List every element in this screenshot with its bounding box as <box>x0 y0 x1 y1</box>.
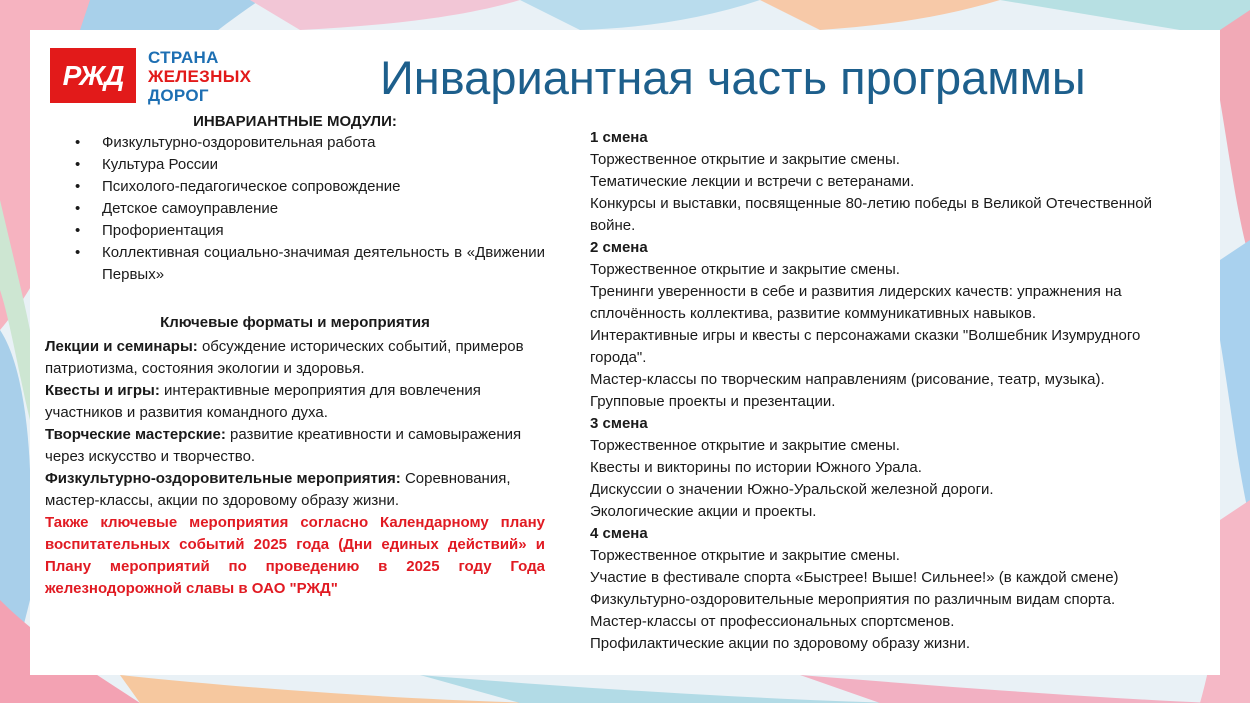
format-label: Творческие мастерские: <box>45 426 226 443</box>
shift-item: Групповые проекты и презентации. <box>590 393 836 410</box>
modules-heading: ИНВАРИАНТНЫЕ МОДУЛИ: <box>193 113 397 130</box>
spacer <box>45 286 545 310</box>
shift-block <box>590 413 1190 523</box>
bullet: • <box>75 178 81 195</box>
shift-item: Физкультурно-оздоровительные мероприятия по различным видам спорта. <box>590 591 1116 608</box>
shift-title: 3 смена <box>590 415 648 432</box>
list-item: • Психолого-педагогическое сопровождение <box>45 176 545 198</box>
shift-item: Торжественное открытие и закрытие смены. <box>590 547 900 564</box>
rzd-logo <box>50 48 260 106</box>
formats-heading: Ключевые форматы и мероприятия <box>160 314 430 331</box>
shift-block <box>590 127 1190 237</box>
rzd-logo-mark: РЖД <box>50 48 136 103</box>
format-text: обсуждение исторических событий, примеров патриотизма, состояния экологии и здоровья. <box>45 338 524 377</box>
format-text: Соревнования, мастер-классы, акции по здоровому образу жизни. <box>45 470 511 509</box>
list-item: • Детское самоуправление <box>45 198 545 220</box>
bullet: • <box>75 200 81 217</box>
shift-item: Тематические лекции и встречи с ветеранами. <box>590 173 915 190</box>
shift-item: Конкурсы и выставки, посвященные 80-летию победы в Великой Отечественной войне. <box>590 195 1153 234</box>
format-item <box>45 468 545 512</box>
shift-item: Квесты и викторины по истории Южного Урала. <box>590 459 922 476</box>
logo-line: ДОРОГ <box>148 86 209 105</box>
shift-title: 4 смена <box>590 525 648 542</box>
logo-line: СТРАНА <box>148 48 219 67</box>
shift-item: Торжественное открытие и закрытие смены. <box>590 261 900 278</box>
shift-item: Интерактивные игры и квесты с персонажами сказки "Волшебник Изумрудного города". <box>590 327 1141 366</box>
shift-item: Экологические акции и проекты. <box>590 503 817 520</box>
slide-title: Инвариантная часть программы <box>380 51 1086 104</box>
format-item <box>45 336 545 380</box>
formats-list <box>45 336 545 512</box>
shift-item: Дискуссии о значении Южно-Уральской железной дороги. <box>590 481 994 498</box>
modules-list <box>45 132 545 286</box>
shift-block <box>590 523 1190 655</box>
logo-line: ЖЕЛЕЗНЫХ <box>148 67 252 86</box>
shifts-column <box>590 127 1190 655</box>
format-label: Физкультурно-оздоровительные мероприятия: <box>45 470 401 487</box>
format-label: Квесты и игры: <box>45 382 160 399</box>
bullet: • <box>75 222 81 239</box>
logo-wordmark <box>148 48 263 105</box>
shift-item: Участие в фестивале спорта «Быстрее! Выше! Сильнее!» (в каждой смене) <box>590 569 1119 586</box>
shift-item: Торжественное открытие и закрытие смены. <box>590 437 900 454</box>
shift-item: Профилактические акции по здоровому образу жизни. <box>590 635 970 652</box>
bullet: • <box>75 156 81 173</box>
left-column <box>45 111 545 600</box>
shift-item: Тренинги уверенности в себе и развития лидерских качеств: упражнения на сплочённость коллектива, развитие коммуникативных навыков. <box>590 283 1122 322</box>
list-item: • Коллективная социально-значимая деятельность в «Движении Первых» <box>75 244 545 283</box>
format-label: Лекции и семинары: <box>45 338 198 355</box>
calendar-note: Также ключевые мероприятия согласно Календарному плану воспитательных событий 2025 года (Дни единых действий» и Плану мероприятий по проведению в 2025 году Года железнодорожной славы в ОАО "РЖД" <box>45 514 545 597</box>
shift-title: 1 смена <box>590 129 648 146</box>
bullet: • <box>75 134 81 151</box>
format-text: интерактивные мероприятия для вовлечения участников и развития командного духа. <box>45 382 481 421</box>
shift-item: Мастер-классы от профессиональных спортсменов. <box>590 613 955 630</box>
shift-item: Торжественное открытие и закрытие смены. <box>590 151 900 168</box>
shift-title: 2 смена <box>590 239 648 256</box>
list-item: • Культура России <box>45 154 545 176</box>
format-text: развитие креативности и самовыражения через искусство и творчество. <box>45 426 522 465</box>
list-item: • Физкультурно-оздоровительная работа <box>45 132 545 154</box>
shift-block <box>590 237 1190 413</box>
shift-item: Мастер-классы по творческим направлениям (рисование, театр, музыка). <box>590 371 1105 388</box>
bullet: • <box>75 244 81 261</box>
format-item <box>45 424 545 468</box>
list-item: • Профориентация <box>45 220 545 242</box>
format-item <box>45 380 545 424</box>
